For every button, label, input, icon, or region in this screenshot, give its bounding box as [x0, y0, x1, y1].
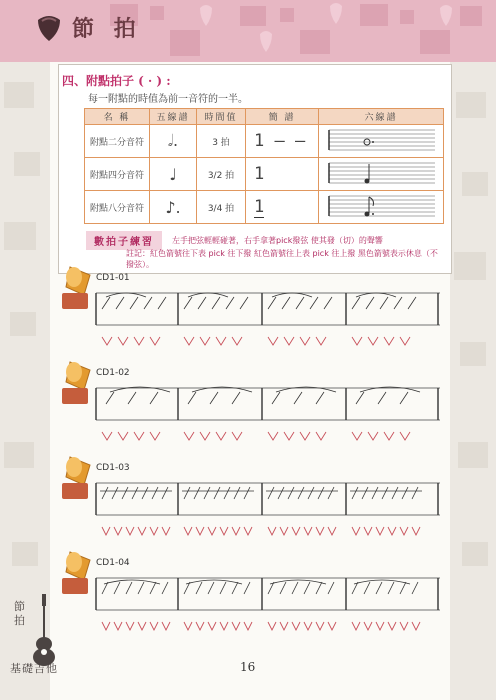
- col-header-name: 名 稱: [85, 109, 150, 125]
- gramophone-icon: [62, 457, 90, 499]
- practice-title: 數拍子練習: [86, 231, 162, 250]
- guitar-pick-icon: [36, 14, 62, 42]
- note-duration: 3 拍: [197, 125, 246, 158]
- note-jianpu: [246, 191, 319, 224]
- note-jianpu: 1: [246, 158, 319, 191]
- practice-instruction: 左手把弦輕輕碰著，右手拿著pick撥弦 使其發（切）的聲響: [172, 236, 383, 245]
- page-header: [0, 0, 496, 62]
- book-title: 基礎吉他: [10, 662, 58, 675]
- col-header-tab: 六線譜: [319, 109, 444, 125]
- section-description: 每一附點的時值為前一音符的一半。: [88, 94, 248, 105]
- tab-staff: [319, 191, 444, 224]
- gramophone-icon: [62, 362, 90, 404]
- note-name: 附點二分音符: [85, 125, 150, 158]
- col-header-staff: 五線譜: [150, 109, 197, 125]
- exercise-label: CD1-03: [96, 463, 130, 473]
- note-name: 附點四分音符: [85, 158, 150, 191]
- jianpu-digit: 1: [254, 197, 265, 217]
- table-header-row: [85, 109, 444, 125]
- gramophone-icon: [62, 552, 90, 594]
- note-symbol: ♩: [150, 158, 197, 191]
- table-row: [85, 125, 444, 158]
- col-header-duration: 時間值: [197, 109, 246, 125]
- note-name: 附點八分音符: [85, 191, 150, 224]
- dotted-notes-table: [84, 108, 444, 224]
- table-row: [85, 158, 444, 191]
- tab-staff: [319, 158, 444, 191]
- exercise-label: CD1-04: [96, 558, 130, 568]
- table-row: [85, 191, 444, 224]
- section-title: 四、附點拍子 ( · ) :: [62, 74, 171, 88]
- side-chapter-label: 節拍: [14, 600, 25, 627]
- guitar-icon: [30, 592, 58, 668]
- exercise-cd1-02: [62, 360, 442, 450]
- col-header-jianpu: 簡 譜: [246, 109, 319, 125]
- note-symbol: ♪.: [150, 191, 197, 224]
- exercise-cd1-04: [62, 550, 442, 640]
- practice-legend: 註記：紅色箭號往下表 pick 往下撥 紅色箭號往上表 pick 往上撥 黑色箭號表示休息（不撥弦）。: [126, 249, 438, 269]
- exercise-label: CD1-01: [96, 273, 130, 283]
- exercise-label: CD1-02: [96, 368, 130, 378]
- tab-staff-lines: [325, 160, 437, 186]
- note-duration: 3/2 拍: [197, 158, 246, 191]
- note-duration: 3/4 拍: [197, 191, 246, 224]
- note-jianpu: 1 – –: [246, 125, 319, 158]
- exercise-cd1-01: [62, 265, 442, 355]
- page-number: 16: [240, 660, 256, 674]
- tab-staff-lines: [325, 127, 437, 153]
- note-symbol: 𝅗𝅥.: [150, 125, 197, 158]
- tab-staff-lines: [325, 193, 437, 219]
- tab-staff: [319, 125, 444, 158]
- exercise-cd1-03: [62, 455, 442, 545]
- page-title: 節 拍: [72, 16, 142, 42]
- header-title-group: [36, 12, 142, 43]
- gramophone-icon: [62, 267, 90, 309]
